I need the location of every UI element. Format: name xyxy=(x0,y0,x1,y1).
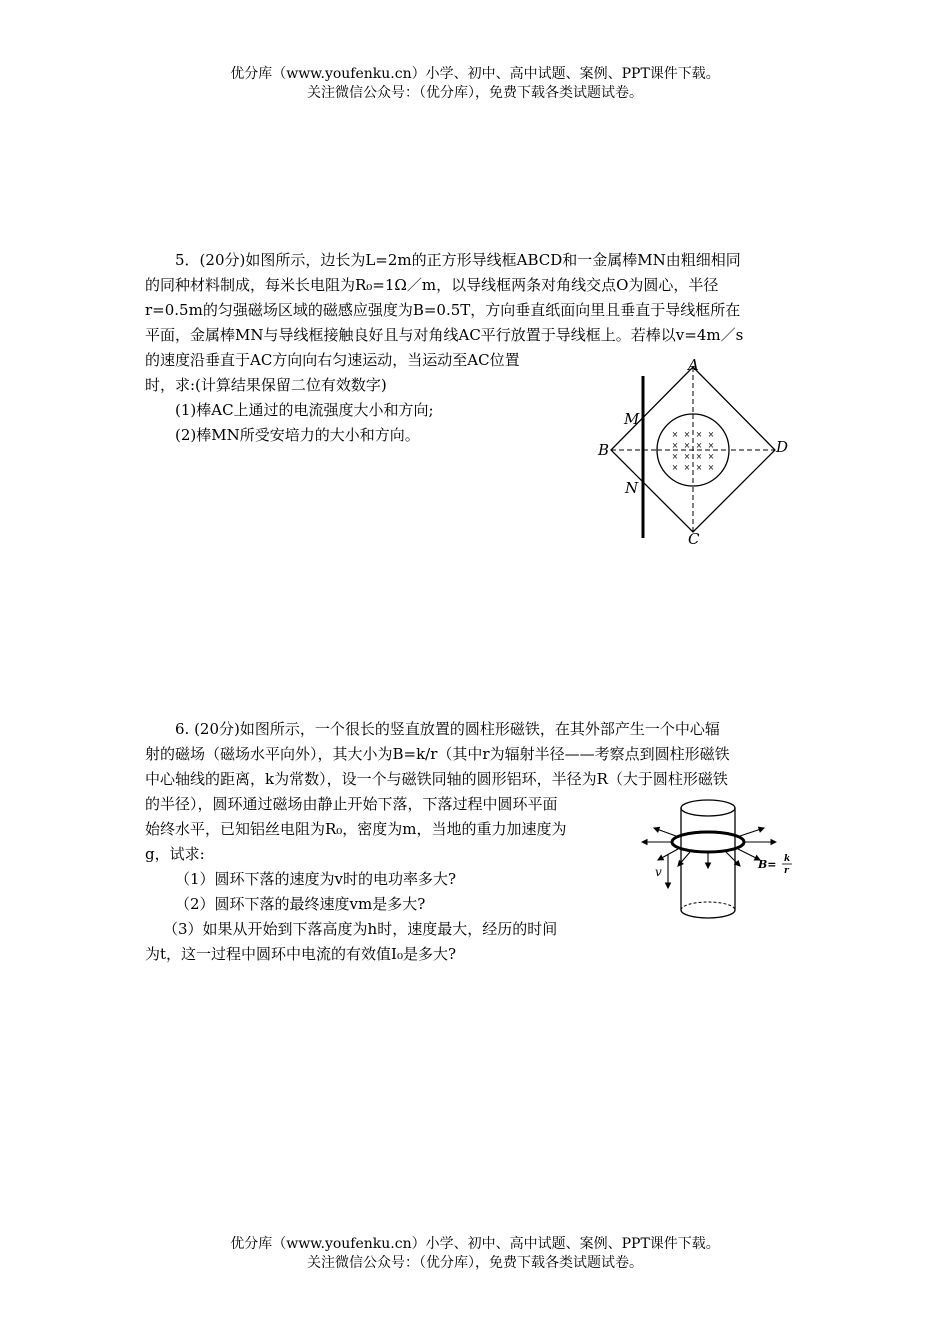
field-mark: × xyxy=(671,441,679,450)
label-k: k xyxy=(784,854,791,864)
q6-line-7: 为t，这一过程中圆环中电流的有效值I₀是多大? xyxy=(145,945,457,963)
q5-line-5: 的速度沿垂直于AC方向向右匀速运动，当运动至AC位置 xyxy=(145,351,520,369)
label-m: M xyxy=(624,410,640,428)
q5-line-2: 的同种材料制成，每米长电阻为R₀=1Ω／m，以导线框两条对角线交点O为圆心，半径 xyxy=(145,276,719,294)
q6-cylinder-magnet-figure xyxy=(628,792,796,924)
q5-line-6: 时，求:(计算结果保留二位有效数字) xyxy=(145,376,387,394)
label-c: C xyxy=(688,530,700,547)
q6-line-1: 6. (20分)如图所示，一个很长的竖直放置的圆柱形磁铁，在其外部产生一个中心辐 xyxy=(175,720,720,738)
field-mark: × xyxy=(683,441,691,450)
q5-line-3: r=0.5m的匀强磁场区域的磁感应强度为B=0.5T，方向垂直纸面向里且垂直于导线框所在 xyxy=(145,301,741,319)
field-mark: × xyxy=(695,430,703,439)
header-line-1: 优分库（www.youfenku.cn）小学、初中、高中试题、案例、PPT课件下载。 xyxy=(230,66,720,82)
field-mark: × xyxy=(707,430,715,439)
cylinder-bottom xyxy=(681,910,735,918)
aluminum-ring xyxy=(672,832,744,852)
q5-subquestion-1: (1)棒AC上通过的电流强度大小和方向; xyxy=(175,401,434,419)
field-mark: × xyxy=(671,463,679,472)
field-mark: × xyxy=(683,452,691,461)
field-mark: × xyxy=(683,430,691,439)
q6-line-4: 的半径），圆环通过磁场由静止开始下落，下落过程中圆环平面 xyxy=(145,795,558,813)
field-mark: × xyxy=(695,452,703,461)
page-footer xyxy=(0,1235,950,1273)
q5-line-1: 5．(20分)如图所示，边长为L=2m的正方形导线框ABCD和一金属棒MN由粗细相同 xyxy=(175,251,741,269)
label-b: B xyxy=(598,441,610,459)
q6-subquestion-1: （1）圆环下落的速度为v时的电功率多大? xyxy=(175,870,457,888)
field-mark: × xyxy=(671,430,679,439)
label-a: A xyxy=(688,356,699,374)
field-mark: × xyxy=(695,463,703,472)
field-mark: × xyxy=(671,452,679,461)
label-r: r xyxy=(784,866,789,876)
label-b-formula: B= xyxy=(758,858,777,871)
field-mark: × xyxy=(707,452,715,461)
field-mark: × xyxy=(683,463,691,472)
header-line-2: 关注微信公众号：（优分库），免费下载各类试题试卷。 xyxy=(307,85,643,101)
label-d: D xyxy=(776,438,789,456)
label-n: N xyxy=(625,479,639,497)
page-header xyxy=(0,65,950,103)
label-v: v xyxy=(655,865,662,879)
q6-subquestion-3: （3）如果从开始到下落高度为h时，速度最大，经历的时间 xyxy=(163,920,558,938)
q5-square-frame-figure xyxy=(590,352,800,547)
footer-line-1: 优分库（www.youfenku.cn）小学、初中、高中试题、案例、PPT课件下载。 xyxy=(230,1236,720,1252)
q6-line-6: g，试求: xyxy=(145,845,205,863)
cylinder-bottom-back xyxy=(681,902,735,910)
q6-line-3: 中心轴线的距离，k为常数），设一个与磁铁同轴的圆形铝环，半径为R（大于圆柱形磁铁 xyxy=(145,770,728,788)
footer-line-2: 关注微信公众号：（优分库），免费下载各类试题试卷。 xyxy=(307,1255,643,1271)
radial-field-arrows xyxy=(642,828,776,868)
q6-subquestion-2: （2）圆环下落的最终速度vm是多大? xyxy=(175,895,426,913)
field-mark: × xyxy=(695,441,703,450)
cylinder-top xyxy=(681,800,735,816)
q6-line-2: 射的磁场（磁场水平向外），其大小为B=k/r（其中r为辐射半径——考察点到圆柱形磁铁 xyxy=(145,745,730,763)
field-mark: × xyxy=(707,463,715,472)
q5-subquestion-2: (2)棒MN所受安培力的大小和方向。 xyxy=(175,426,420,444)
q6-line-5: 始终水平，已知铝丝电阻为R₀，密度为m，当地的重力加速度为 xyxy=(145,820,567,838)
q5-line-4: 平面，金属棒MN与导线框接触良好且与对角线AC平行放置于导线框上。若棒以v=4m／s xyxy=(145,326,744,344)
field-mark: × xyxy=(707,441,715,450)
